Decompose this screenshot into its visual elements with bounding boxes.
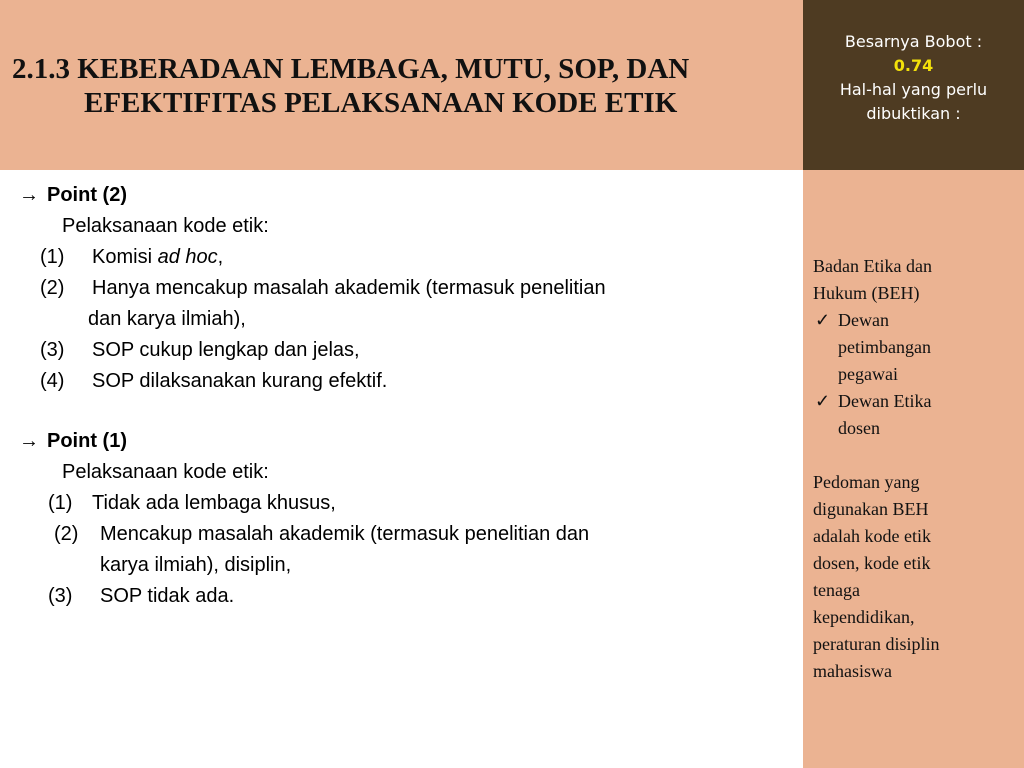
arrow-right-icon: → bbox=[19, 430, 39, 452]
guideline-line: tenaga bbox=[813, 580, 860, 600]
list-number: (1) bbox=[48, 492, 73, 514]
list-number: (4) bbox=[40, 370, 65, 392]
checklist-item-dewan-etika bbox=[813, 388, 1018, 442]
beh-line-1: Badan Etika dan bbox=[813, 256, 932, 276]
checklist-item-text: dosen bbox=[838, 418, 880, 438]
point-1-item-1: Tidak ada lembaga khusus, bbox=[92, 492, 336, 514]
point-2-item-3: SOP cukup lengkap dan jelas, bbox=[92, 339, 360, 361]
point-2-intro: Pelaksanaan kode etik: bbox=[62, 215, 269, 237]
checklist-item-text: Dewan bbox=[838, 310, 889, 330]
guideline-line: dosen, kode etik bbox=[813, 553, 931, 573]
checkmark-icon: ✓ bbox=[815, 391, 831, 411]
guideline-line: adalah kode etik bbox=[813, 526, 931, 546]
slide-title-line-1: 2.1.3 KEBERADAAN LEMBAGA, MUTU, SOP, DAN bbox=[12, 53, 690, 85]
point-2-heading: Point (2) bbox=[47, 184, 127, 206]
point-2-item-4: SOP dilaksanakan kurang efektif. bbox=[92, 370, 388, 392]
list-number: (3) bbox=[40, 339, 65, 361]
slide-title bbox=[12, 52, 792, 120]
guideline-line: digunakan BEH bbox=[813, 499, 929, 519]
slide-title-line-2: EFEKTIFITAS PELAKSANAAN KODE ETIK bbox=[84, 87, 678, 119]
weight-label: Besarnya Bobot : bbox=[844, 32, 983, 51]
checklist-item-text: pegawai bbox=[838, 364, 898, 384]
guideline-line: kependidikan, bbox=[813, 607, 915, 627]
weight-box bbox=[803, 0, 1024, 170]
guideline-line: Pedoman yang bbox=[813, 472, 920, 492]
point-2-item-1: Komisi ad hoc, bbox=[92, 246, 224, 268]
title-bar bbox=[0, 0, 803, 170]
evidence-panel bbox=[803, 170, 1024, 768]
guideline-line: mahasiswa bbox=[813, 661, 892, 681]
point-1-heading: Point (1) bbox=[47, 430, 127, 452]
list-number: (2) bbox=[40, 277, 65, 299]
spacer bbox=[813, 442, 1018, 469]
point-2-item-2-cont: dan karya ilmiah), bbox=[88, 308, 246, 330]
list-number: (1) bbox=[40, 246, 65, 268]
arrow-right-icon: → bbox=[19, 184, 39, 206]
proof-label-line-1: Hal-hal yang perlu bbox=[839, 80, 988, 99]
proof-label-line-2: dibuktikan : bbox=[866, 104, 961, 123]
point-1-item-2: Mencakup masalah akademik (termasuk penelitian dan bbox=[100, 523, 590, 545]
point-2-item-2: Hanya mencakup masalah akademik (termasuk penelitian bbox=[92, 277, 606, 299]
evidence-text bbox=[813, 253, 1018, 685]
beh-line-2: Hukum (BEH) bbox=[813, 283, 920, 303]
point-1-item-3: SOP tidak ada. bbox=[100, 585, 235, 607]
checklist-item-dewan-petimbangan bbox=[813, 307, 1018, 388]
list-number: (2) bbox=[54, 523, 79, 545]
list-number: (3) bbox=[48, 585, 73, 607]
checklist-item-text: petimbangan bbox=[838, 337, 931, 357]
checklist-item-text: Dewan Etika bbox=[838, 391, 932, 411]
weight-value: 0.74 bbox=[893, 56, 934, 75]
point-1-item-2-cont: karya ilmiah), disiplin, bbox=[100, 554, 292, 576]
point-1-intro: Pelaksanaan kode etik: bbox=[62, 461, 269, 483]
checkmark-icon: ✓ bbox=[815, 310, 831, 330]
guideline-line: peraturan disiplin bbox=[813, 634, 940, 654]
